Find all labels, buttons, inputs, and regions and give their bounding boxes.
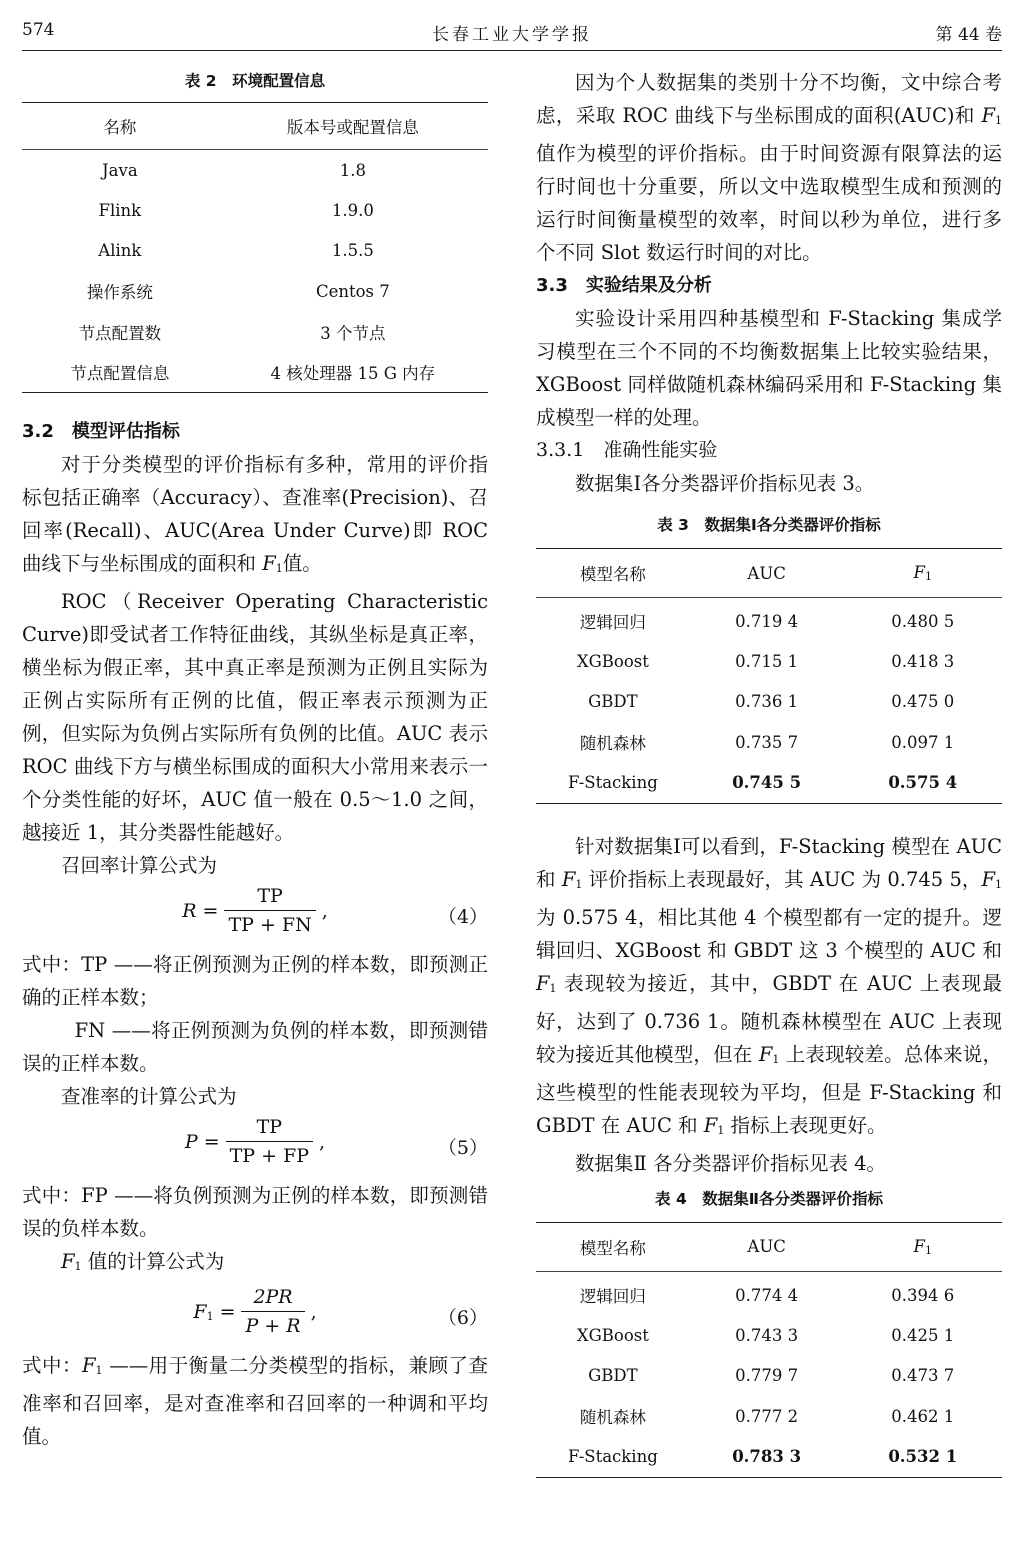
table4-cell: 0.532 1 <box>844 1437 1002 1478</box>
analysis-s2: 评价指标上表现最好，其 AUC 为 0.745 5， <box>588 867 982 891</box>
table2-cell: Java <box>102 160 138 180</box>
table3-header: 模型名称 <box>536 549 690 598</box>
table2 <box>22 102 488 393</box>
f1-subscript: 1 <box>994 877 1002 891</box>
table3-row <box>536 641 1002 681</box>
table4-cell: 随机森林 <box>579 1408 646 1428</box>
table3-cell: 0.480 5 <box>891 611 955 631</box>
analysis-s6: 指标上表现更好。 <box>730 1113 887 1137</box>
f1-intro-text: 值的计算公式为 <box>87 1250 225 1274</box>
table2-cell: 1.9.0 <box>331 201 374 221</box>
table4 <box>536 1222 1002 1478</box>
table4-cell: 0.774 4 <box>735 1285 799 1305</box>
table3-cell: 0.418 3 <box>891 652 955 672</box>
eq5-tag: （5） <box>437 1137 488 1160</box>
table2-row <box>22 312 488 352</box>
table4-row <box>536 1356 1002 1396</box>
eq4-denominator: TP + FN <box>228 914 312 937</box>
f1-subscript: 1 <box>717 1123 725 1137</box>
table4-header: AUC <box>690 1222 844 1271</box>
table3-row <box>536 763 1002 804</box>
table4-row <box>536 1271 1002 1315</box>
table4-cell: XGBoost <box>576 1326 649 1346</box>
table2-cell: Alink <box>98 241 142 261</box>
f1-definition: 式中：F1 ——用于衡量二分类模型的指标，兼顾了查准率和召回率，是对查准率和召回率的一种调和平均值。 <box>22 1354 488 1449</box>
eq6-denominator: P + R <box>245 1315 301 1338</box>
paragraph-eval-choice: 因为个人数据集的类别十分不均衡，文中综合考虑，采取 ROC 曲线下与坐标围成的面积(AUC)和 F1 值作为模型的评价指标。由于时间资源有限算法的运行时间也十分重要，所以文中选取模型生成和预测的运行时间衡量模型的效率，时间以秒为单位，进行多个不同 Slot 数运行时间的对比。 <box>536 71 1003 264</box>
f1-subscript: 1 <box>549 981 557 995</box>
f1-subscript: 1 <box>995 114 1003 127</box>
table3-row <box>536 682 1002 722</box>
paragraph-analysis: 针对数据集Ⅰ可以看到，F-Stacking 模型在 AUC 和 F1 评价指标上表现最好，其 AUC 为 0.745 5，F1 为 0.575 4，相比其他 4 个模型都有一定的提升。逻辑回归、XGBoost 和 GBDT 这 3 个模型的 AUC 和 F1 表现较为接近，其中，GBDT 在 AUC 上表现最好，达到了 0.736 1。随机森林模型在 AUC 上表现较为接近其他模型，但在 F1 上表现较差。总体来说，这些模型的性能表现较为平均，但是 F-Stacking 和 GBDT 在 AUC 和 F1 指标上表现更好。 <box>536 834 1002 1137</box>
table2-row <box>22 150 488 191</box>
table4-cell: 0.425 1 <box>891 1326 955 1346</box>
table3-header: AUC <box>690 549 844 598</box>
analysis-s1: 针对数据集Ⅰ可以看到，F-Stacking 模型在 AUC 和 <box>536 834 1002 891</box>
table2-cell: 1.5.5 <box>331 241 374 261</box>
f1-intro: F1 值的计算公式为 <box>61 1250 225 1274</box>
right-column <box>536 66 1002 1478</box>
table4-intro: 数据集Ⅱ 各分类器评价指标见表 4。 <box>575 1151 887 1175</box>
table4-cell: 0.743 3 <box>735 1326 799 1346</box>
table4-cell: 0.783 3 <box>690 1437 844 1478</box>
eq6-numerator: 2PR <box>241 1283 304 1312</box>
f1-subscript: 1 <box>95 1364 103 1378</box>
table4-row <box>536 1396 1002 1436</box>
section-3-3-heading: 3.3 实验结果及分析 <box>536 275 712 296</box>
table2-row <box>22 190 488 230</box>
paragraph-metrics-tail: 值。 <box>282 552 322 576</box>
table4-cell: F-Stacking <box>536 1437 690 1478</box>
table2-cell: 4 核处理器 15 G 内存 <box>218 352 488 393</box>
table2-cell: 节点配置信息 <box>22 352 218 393</box>
fp-definition: 式中：FP ——将负例预测为正例的样本数，即预测错误的负样本数。 <box>22 1184 488 1241</box>
f1-subscript: 1 <box>772 1052 780 1066</box>
eq6-lhs: F <box>193 1300 207 1323</box>
table2-cell: Centos 7 <box>315 281 390 301</box>
table3-header-f: F <box>913 563 925 582</box>
table2-header: 名称 <box>22 103 218 150</box>
table3-cell: 0.719 4 <box>735 611 799 631</box>
f1-subscript: 1 <box>924 1243 932 1257</box>
eval-choice-text-b: 值作为模型的评价指标。由于时间资源有限算法的运行时间也十分重要，所以文中选取模型生成和预测的运行时间衡量模型的效率，时间以秒为单位，进行多个不同 Slot 数运行时间的对比。 <box>536 142 1002 264</box>
left-column <box>22 66 488 1453</box>
running-header <box>22 14 1002 51</box>
table3-header-row <box>536 549 1002 598</box>
paragraph-roc: ROC（Receiver Operating Characteristic Curve)即受试者工作特征曲线，其纵坐标是真正率，横坐标为假正率，其中真正率是预测为正例且实际为正例占实际所有正例的比值，假正率表示预测为正例，但实际为负例占实际所有负例的比值。AUC 表示 ROC 曲线下方与横坐标围成的面积大小常用来表示一个分类性能的好坏，AUC 值一般在 0.5～1.0 之间，越接近 1，其分类器性能越好。 <box>22 590 488 845</box>
paragraph-metrics: 对于分类模型的评价指标有多种，常用的评价指标包括正确率（Accuracy）、查准率(Precision)、召回率(Recall)、AUC(Area Under Curve)即 ROC 曲线下与坐标围成的面积和 F1值。 <box>22 453 488 576</box>
table4-cell: 逻辑回归 <box>579 1287 646 1307</box>
equation-5: P = $\frac{TP}{TP + FP}$ , （5） <box>22 1113 488 1179</box>
journal-title: 长春工业大学学报 <box>432 25 592 45</box>
table3-row <box>536 722 1002 762</box>
table4-cell: GBDT <box>588 1366 638 1386</box>
analysis-s3: 为 0.575 4，相比其他 4 个模型都有一定的提升。逻辑回归、XGBoost 和 GBDT 这 3 个模型的 AUC 和 <box>536 905 1002 962</box>
equation-4: R = $\frac{TP}{TP + FN}$ , （4） <box>22 882 488 948</box>
table2-cell: 1.8 <box>339 160 366 180</box>
table4-caption: 表 4 数据集Ⅱ各分类器评价指标 <box>655 1189 883 1208</box>
table4-row <box>536 1315 1002 1355</box>
eq4-tag: （4） <box>437 906 488 929</box>
f1-subscript: 1 <box>275 562 283 576</box>
f1-subscript: 1 <box>206 1309 214 1323</box>
page-number: 574 <box>22 20 55 40</box>
eval-choice-text-a: 因为个人数据集的类别十分不均衡，文中综合考虑，采取 ROC 曲线下与坐标围成的面积(AUC)和 <box>536 71 1002 127</box>
eq5-denominator: TP + FP <box>229 1145 310 1168</box>
subsection-3-3-1: 3.3.1 准确性能实验 <box>536 439 718 461</box>
table2-row <box>22 231 488 271</box>
table4-cell: 0.473 7 <box>891 1366 955 1386</box>
table3 <box>536 548 1002 804</box>
table3-caption: 表 3 数据集Ⅰ各分类器评价指标 <box>657 516 881 534</box>
table3-row <box>536 598 1002 642</box>
table4-cell: 0.394 6 <box>891 1285 955 1305</box>
recall-intro: 召回率计算公式为 <box>61 854 218 878</box>
paragraph-design: 实验设计采用四种基模型和 F-Stacking 集成学习模型在三个不同的不均衡数据集上比较实验结果，XGBoost 同样做随机森林编码采用和 F-Stacking 集成模型一样的处理。 <box>536 307 1002 429</box>
eq4-lhs: R <box>182 899 197 922</box>
table3-cell: 0.097 1 <box>891 732 955 752</box>
table2-header: 版本号或配置信息 <box>218 103 488 150</box>
eq4-numerator: TP <box>224 882 315 911</box>
fn-definition: FN ——将正例预测为负例的样本数，即预测错误的正样本数。 <box>22 1019 488 1076</box>
table3-cell: GBDT <box>588 692 638 712</box>
table2-cell: 节点配置数 <box>78 323 162 343</box>
eq5-lhs: P <box>184 1130 198 1153</box>
f1-definition-text: ——用于衡量二分类模型的指标，兼顾了查准率和召回率，是对查准率和召回率的一种调和平均值。 <box>22 1354 488 1449</box>
table4-header <box>844 1222 1002 1271</box>
f1-subscript: 1 <box>74 1260 82 1274</box>
section-3-2-heading: 3.2 模型评估指标 <box>22 421 180 443</box>
table2-cell: 操作系统 <box>86 283 153 303</box>
table3-cell: 0.475 0 <box>891 692 955 712</box>
table3-cell: 随机森林 <box>579 734 646 754</box>
f1-definition-prefix: 式中： <box>22 1354 82 1378</box>
table4-header-row <box>536 1222 1002 1271</box>
table3-cell: XGBoost <box>576 652 649 672</box>
table3-intro: 数据集Ⅰ各分类器评价指标见表 3。 <box>575 472 875 495</box>
table3-cell: 0.745 5 <box>690 763 844 804</box>
table2-row <box>22 271 488 311</box>
table3-cell: 逻辑回归 <box>579 613 646 633</box>
table4-header-f: F <box>913 1236 925 1256</box>
tp-definition: 式中：TP ——将正例预测为正例的样本数，即预测正确的正样本数； <box>22 953 488 1010</box>
equation-6: F1 = $\frac{2PR}{P + R}$ , （6） <box>22 1283 488 1349</box>
table2-cell: 3 个节点 <box>320 323 386 343</box>
table3-cell: 0.736 1 <box>735 692 799 712</box>
table2-caption: 表 2 环境配置信息 <box>184 72 326 90</box>
table3-cell: F-Stacking <box>536 763 690 804</box>
f1-subscript: 1 <box>924 570 932 583</box>
volume-label: 第 44 卷 <box>935 25 1002 45</box>
table2-header-row <box>22 103 488 150</box>
paragraph-metrics-text: 对于分类模型的评价指标有多种，常用的评价指标包括正确率（Accuracy）、查准率(Precision)、召回率(Recall)、AUC(Area Under Curve)即 ROC 曲线下与坐标围成的面积和 <box>22 453 488 576</box>
table4-cell: 0.462 1 <box>891 1406 955 1426</box>
table3-cell: 0.735 7 <box>735 732 799 752</box>
table2-cell: Flink <box>98 201 142 221</box>
table4-cell: 0.779 7 <box>735 1366 799 1386</box>
table2-row <box>22 352 488 393</box>
table3-header <box>844 549 1002 598</box>
f1-subscript: 1 <box>575 877 583 891</box>
table3-cell: 0.715 1 <box>735 652 799 672</box>
analysis-s5: 上表现较差。总体来说，这些模型的性能表现较为平均，但是 F-Stacking 和 GBDT 在 AUC 和 <box>536 1042 1002 1137</box>
eq5-numerator: TP <box>226 1113 313 1142</box>
eq6-tag: （6） <box>437 1307 488 1330</box>
table4-cell: 0.777 2 <box>735 1406 799 1426</box>
table4-row <box>536 1437 1002 1478</box>
table4-header: 模型名称 <box>536 1222 690 1271</box>
table3-cell: 0.575 4 <box>844 763 1002 804</box>
precision-intro: 查准率的计算公式为 <box>61 1085 237 1109</box>
analysis-s4: 表现较为接近，其中，GBDT 在 AUC 上表现最好，达到了 0.736 1。随机森林模型在 AUC 上表现较为接近其他模型，但在 <box>536 971 1002 1066</box>
